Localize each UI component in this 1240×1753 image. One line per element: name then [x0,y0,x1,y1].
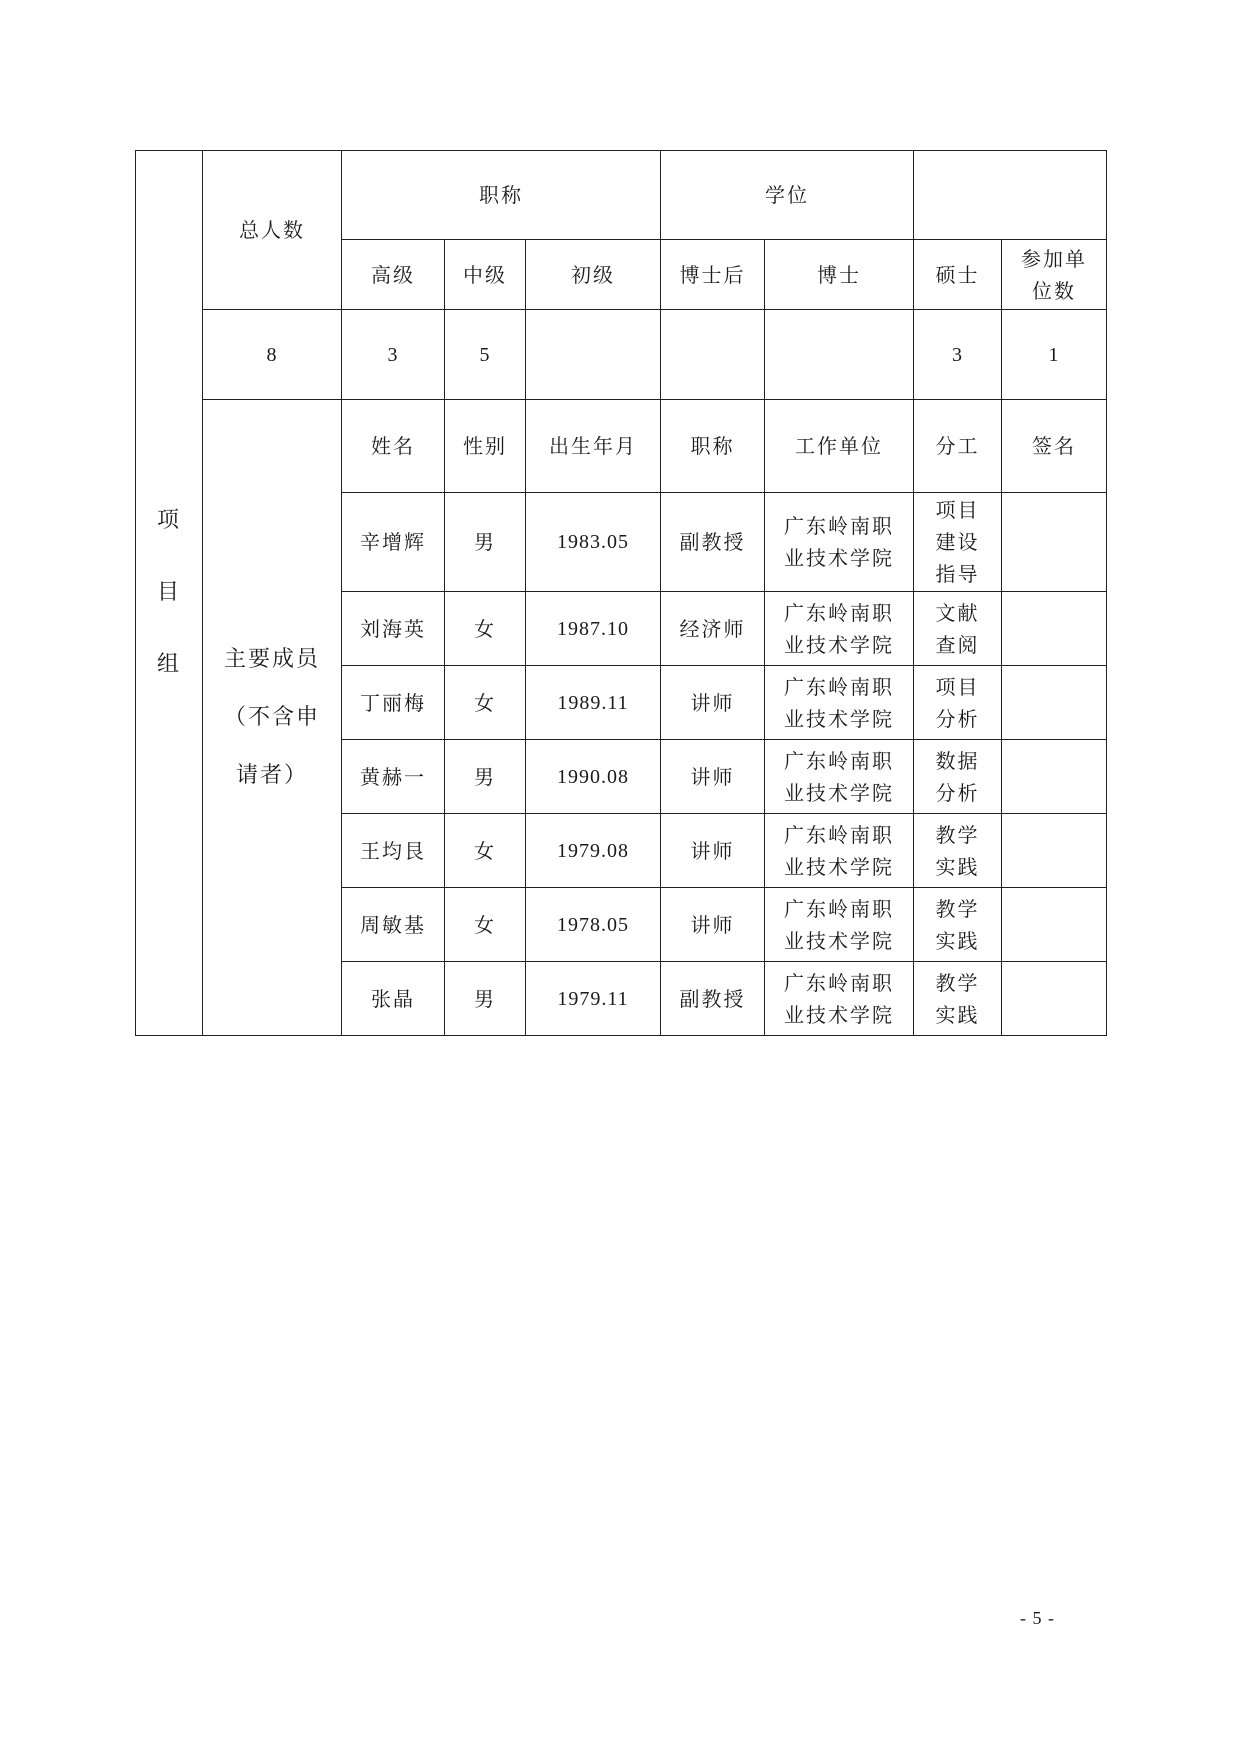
member-signature [1002,592,1107,666]
member-name: 王均艮 [342,814,445,888]
member-name: 辛增辉 [342,493,445,592]
member-role [914,493,1002,592]
member-gender: 女 [445,888,526,962]
member-title: 副教授 [661,962,765,1036]
members-section-label [203,400,342,1036]
member-signature [1002,666,1107,740]
member-name: 刘海英 [342,592,445,666]
intermediate-header: 中级 [445,240,526,310]
name-header: 姓名 [342,400,445,493]
member-signature [1002,493,1107,592]
member-unit-line: 广东岭南职 [784,674,895,699]
member-unit [765,740,914,814]
page-number: - 5 - [1020,1608,1055,1628]
total-value: 8 [203,310,342,400]
units-header-line: 参加单 [1021,246,1088,271]
member-name: 张晶 [342,962,445,1036]
degree-group-header: 学位 [661,151,914,240]
senior-value: 3 [342,310,445,400]
member-unit-line: 业技术学院 [784,706,895,731]
member-gender: 女 [445,814,526,888]
units-header-line: 位数 [1032,278,1077,303]
member-unit [765,592,914,666]
member-birth: 1983.05 [526,493,661,592]
member-unit [765,814,914,888]
member-unit-line: 广东岭南职 [784,600,895,625]
member-title: 经济师 [661,592,765,666]
member-birth: 1990.08 [526,740,661,814]
work-unit-header: 工作单位 [765,400,914,493]
member-unit [765,493,914,592]
member-signature [1002,740,1107,814]
member-birth: 1989.11 [526,666,661,740]
member-unit-line: 业技术学院 [784,780,895,805]
junior-value [526,310,661,400]
member-role-line: 建设 [935,530,980,554]
member-role-line: 指导 [935,562,980,586]
junior-header: 初级 [526,240,661,310]
members-label-line: 主要成员 [223,646,320,672]
member-title: 讲师 [661,666,765,740]
member-role [914,888,1002,962]
member-role-line: 教学 [935,896,980,921]
member-role-line: 分析 [935,780,980,805]
signature-header: 签名 [1002,400,1107,493]
member-unit-line: 业技术学院 [784,928,895,953]
member-role-line: 实践 [935,928,980,953]
group-label-char: 项 [156,508,181,533]
title-group-header: 职称 [342,151,661,240]
member-birth: 1978.05 [526,888,661,962]
member-role-line: 查阅 [935,632,980,657]
member-birth: 1979.11 [526,962,661,1036]
role-header: 分工 [914,400,1002,493]
member-title: 讲师 [661,740,765,814]
member-role [914,962,1002,1036]
member-signature [1002,888,1107,962]
member-role-line: 分析 [935,706,980,731]
member-unit [765,962,914,1036]
member-gender: 男 [445,740,526,814]
member-unit-line: 广东岭南职 [784,748,895,773]
group-label-char: 目 [156,580,181,605]
member-gender: 男 [445,493,526,592]
member-role [914,740,1002,814]
phd-value [765,310,914,400]
birth-header: 出生年月 [526,400,661,493]
member-role-line: 实践 [935,854,980,879]
member-role-line: 文献 [935,600,980,625]
member-role-line: 教学 [935,970,980,995]
member-unit [765,888,914,962]
member-role [914,592,1002,666]
member-unit-line: 广东岭南职 [784,514,895,538]
member-title: 副教授 [661,493,765,592]
member-unit-line: 业技术学院 [784,632,895,657]
total-label: 总人数 [203,151,342,310]
member-unit-line: 业技术学院 [784,546,895,570]
member-unit-line: 广东岭南职 [784,822,895,847]
member-role-line: 项目 [935,674,980,699]
member-gender: 女 [445,666,526,740]
summary-values-row [136,310,1107,400]
master-value: 3 [914,310,1002,400]
phd-header: 博士 [765,240,914,310]
member-signature [1002,814,1107,888]
member-role-line: 项目 [935,498,980,522]
units-header [1002,240,1107,310]
member-role-line: 教学 [935,822,980,847]
members-label-line: （不含申 [223,704,320,730]
group-label-cell [136,151,203,1036]
postdoc-value [661,310,765,400]
member-name: 丁丽梅 [342,666,445,740]
intermediate-value: 5 [445,310,526,400]
master-header: 硕士 [914,240,1002,310]
member-name: 周敏基 [342,888,445,962]
senior-header: 高级 [342,240,445,310]
member-title-header: 职称 [661,400,765,493]
member-name: 黄赫一 [342,740,445,814]
member-role-line: 实践 [935,1002,980,1027]
members-header-row [136,400,1107,493]
postdoc-header: 博士后 [661,240,765,310]
member-gender: 女 [445,592,526,666]
units-value: 1 [1002,310,1107,400]
member-title: 讲师 [661,814,765,888]
member-title: 讲师 [661,888,765,962]
member-role-line: 数据 [935,748,980,773]
member-birth: 1987.10 [526,592,661,666]
member-unit-line: 广东岭南职 [784,970,895,995]
member-unit-line: 业技术学院 [784,1002,895,1027]
member-unit-line: 广东岭南职 [784,896,895,921]
project-team-table [135,150,1107,1036]
member-role [914,814,1002,888]
member-unit-line: 业技术学院 [784,854,895,879]
member-gender: 男 [445,962,526,1036]
gender-header: 性别 [445,400,526,493]
member-birth: 1979.08 [526,814,661,888]
member-role [914,666,1002,740]
member-signature [1002,962,1107,1036]
group-label-char: 组 [156,652,181,677]
member-unit [765,666,914,740]
members-label-line: 请者） [235,762,308,788]
blank-header-cell [914,151,1107,240]
